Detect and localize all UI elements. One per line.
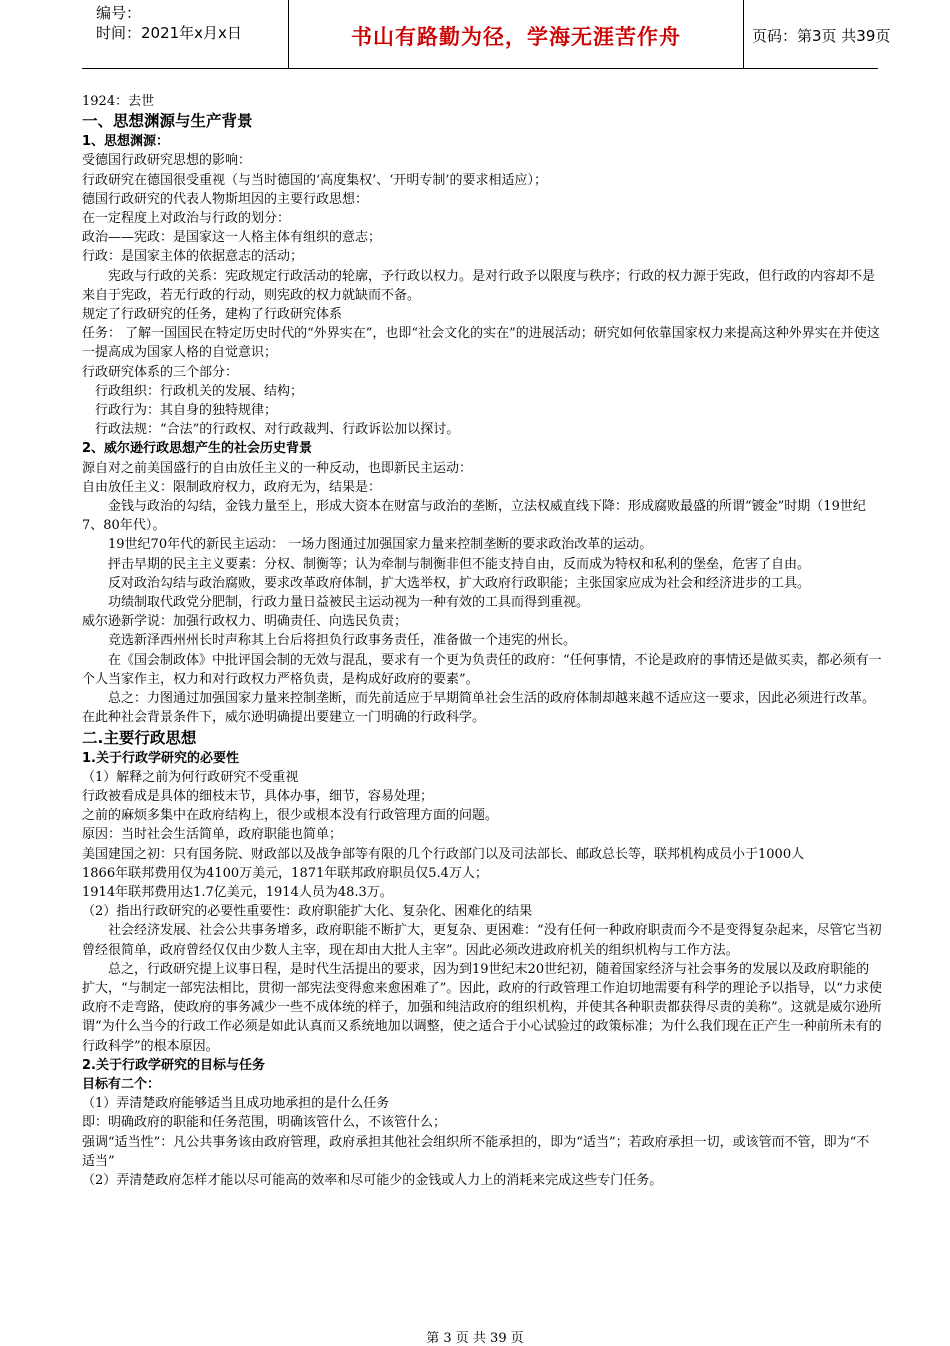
section-heading: 二.主要行政思想 xyxy=(82,728,197,747)
header-page-cell xyxy=(744,0,891,68)
paragraph: 原因：当时社会生活简单，政府职能也简单； xyxy=(82,827,343,843)
subsection-heading: 2.关于行政学研究的目标与任务 xyxy=(82,1057,265,1073)
subsection-heading: 1、思想渊源： xyxy=(82,134,170,150)
paragraph: 规定了行政研究的任务，建构了行政研究体系 xyxy=(82,307,343,323)
section-heading: 一、思想渊源与生产背景 xyxy=(82,112,253,131)
header-motto-cell xyxy=(289,0,744,68)
paragraph: 行政研究体系的三个部分： xyxy=(82,364,239,380)
paragraph: 1924：去世 xyxy=(82,94,155,109)
paragraph: 美国建国之初：只有国务院、财政部以及战争部等有限的几个行政部门以及司法部长、邮政总长等，联邦机构成员小于1000人 xyxy=(82,846,805,862)
paragraph: （1）弄清楚政府能够适当且成功地承担的是什么任务 xyxy=(82,1096,390,1112)
list-item: 行政法规：“合法”的行政权、对行政裁判、行政诉讼加以探讨。 xyxy=(95,422,460,438)
paragraph: 1866年联邦费用仅为4100万美元，1871年联邦政府职员仅5.4万人； xyxy=(82,865,488,881)
paragraph: 受德国行政研究思想的影响： xyxy=(82,153,252,169)
paragraph: 在一定程度上对政治与行政的划分： xyxy=(82,211,291,227)
time-label: 时间：2021年x月x日 xyxy=(96,24,242,42)
indented-paragraph: 总之，行政研究提上议事日程，是时代生活提出的要求，因为到19世纪末20世纪初，随着国家经济与社会事务的发展以及政府职能的扩大，“与制定一部宪法相比，贯彻一部宪法变得愈来愈困难了”。因此，政府的行政管理工作迫切地需要有科学的理论予以指导，以“力求使政府不走弯路，使政府的事务减少一些不成体统的样子，加强和纯洁政府的组织机构，并使其各种职责都获得尽责的美称”。这就是威尔逊所谓“为什么当今的行政工作必须是如此认真而又系统地加以调整，使之适合于小心试验过的政策标准；为什么我们现在正产生一种前所未有的行政科学”的根本原因。 xyxy=(82,961,882,1054)
paragraph: 之前的麻烦多集中在政府结构上，很少或根本没有行政管理方面的问题。 xyxy=(82,808,499,824)
subsection-heading: 目标有二个： xyxy=(82,1076,161,1092)
indented-paragraph: 社会经济发展、社会公共事务增多，政府职能不断扩大，更复杂、更困难：“没有任何一种政府职责而今不是变得复杂起来，尽管它当初曾经很简单，政府曾经仅仅由少数人主宰，现在却由大批人主宰”。因此必须改进政府机关的组织机构与工作方法。 xyxy=(82,923,882,958)
paragraph: 自由放任主义：限制政府权力，政府无为，结果是： xyxy=(82,479,382,495)
header-info-cell xyxy=(82,0,289,68)
indented-paragraph: 功绩制取代政党分肥制，行政力量日益被民主运动视为一种有效的工具而得到重视。 xyxy=(108,595,590,611)
paragraph: 政治——宪政：是国家这一人格主体有组织的意志； xyxy=(82,230,382,246)
indented-paragraph: 在《国会制政体》中批评国会制的无效与混乱，要求有一个更为负责任的政府：“任何事情，不论是政府的事情还是做买卖，都必须有一个人当家作主，权力和对行政权力严格负责，是构成好政府的要素”。 xyxy=(82,652,882,687)
indented-paragraph: 总之：力图通过加强国家力量来控制垄断，而先前适应于早期简单社会生活的政府体制却越来越不适应这一要求，因此必须进行改革。在此种社会背景条件下，威尔逊明确提出要建立一门明确的行政科学。 xyxy=(82,691,876,726)
page-number-label: 页码：第3页 共39页 xyxy=(752,27,891,45)
paragraph: 任务： 了解一国国民在特定历史时代的“外界实在”，也即“社会文化的实在”的进展活动；研究如何依靠国家权力来提高这种外界实在并使这一提高成为国家人格的自觉意识； xyxy=(82,326,880,361)
motto-text: 书山有路勤为径，学海无涯苦作舟 xyxy=(351,24,681,49)
indented-paragraph: 抨击早期的民主主义要素：分权、制衡等；认为牵制与制衡非但不能支持自由，反而成为特权和私利的堡垒，危害了自由。 xyxy=(108,556,811,572)
paragraph: 威尔逊新学说：加强行政权力、明确责任、向选民负责； xyxy=(82,614,408,630)
document-body xyxy=(82,92,882,1190)
indented-paragraph: 金钱与政治的勾结，金钱力量至上，形成大资本在财富与政治的垄断，立法权威直线下降：形成腐败最盛的所谓“镀金”时期（19世纪7、80年代）。 xyxy=(82,499,866,534)
paragraph: 行政被看成是具体的细枝末节，具体办事，细节，容易处理； xyxy=(82,788,434,804)
paragraph: （2）指出行政研究的必要性重要性：政府职能扩大化、复杂化、困难化的结果 xyxy=(82,904,533,920)
paragraph: 德国行政研究的代表人物斯坦因的主要行政思想： xyxy=(82,191,369,207)
subsection-heading: 1.关于行政学研究的必要性 xyxy=(82,750,239,766)
paragraph: 强调“适当性”：凡公共事务该由政府管理，政府承担其他社会组织所不能承担的，即为“适当”；若政府承担一切，或该管而不管，即为“不适当” xyxy=(82,1134,870,1169)
page-header xyxy=(82,0,891,69)
indented-paragraph: 19世纪70年代的新民主运动： 一场力图通过加强国家力量来控制垄断的要求政治改革的运动。 xyxy=(108,537,653,553)
paragraph: 源自对之前美国盛行的自由放任主义的一种反动，也即新民主运动： xyxy=(82,460,473,476)
indented-paragraph: 反对政治勾结与政治腐败，要求改革政府体制，扩大选举权，扩大政府行政职能；主张国家应成为社会和经济进步的工具。 xyxy=(108,575,811,591)
paragraph: 即：明确政府的职能和任务范围，明确该管什么，不该管什么； xyxy=(82,1115,447,1131)
list-item: 行政行为：其自身的独特规律； xyxy=(95,403,278,419)
paragraph: 1914年联邦费用达1.7亿美元，1914人员为48.3万。 xyxy=(82,884,393,900)
indented-paragraph: 竞选新泽西州州长时声称其上台后将担负行政事务责任，准备做一个违宪的州长。 xyxy=(108,633,577,649)
paragraph: 行政：是国家主体的依据意志的活动； xyxy=(82,249,304,265)
paragraph: 行政研究在德国很受重视（与当时德国的‘高度集权’、‘开明专制’的要求相适应）； xyxy=(82,172,548,188)
number-label: 编号： xyxy=(96,4,142,22)
page-footer: 第 3 页 共 39 页 xyxy=(426,1331,524,1346)
subsection-heading: 2、威尔逊行政思想产生的社会历史背景 xyxy=(82,441,313,457)
indented-paragraph: 宪政与行政的关系：宪政规定行政活动的轮廓，予行政以权力。是对行政予以限度与秩序；行政的权力源于宪政，但行政的内容却不是来自于宪政，若无行政的行动，则宪政的权力就缺而不备。 xyxy=(82,268,876,303)
list-item: 行政组织：行政机关的发展、结构； xyxy=(95,383,304,399)
paragraph: （1）解释之前为何行政研究不受重视 xyxy=(82,769,299,785)
paragraph: （2）弄清楚政府怎样才能以尽可能高的效率和尽可能少的金钱或人力上的消耗来完成这些专门任务。 xyxy=(82,1172,663,1188)
